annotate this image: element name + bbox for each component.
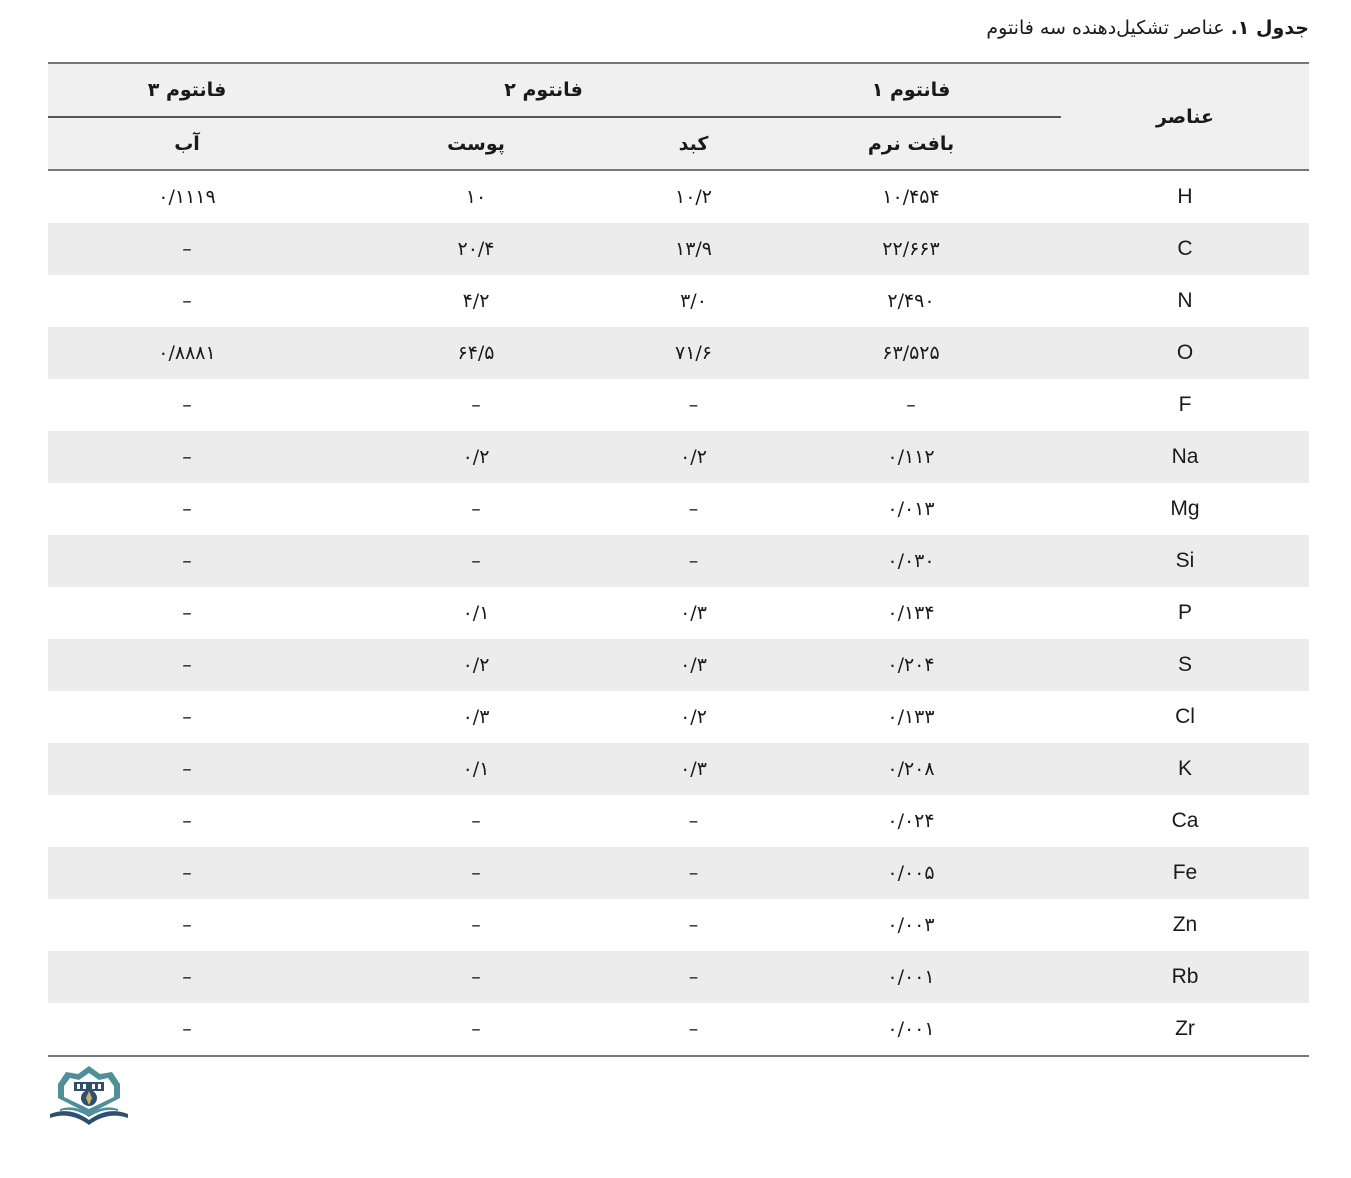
- element-symbol-cell: Zn: [1061, 899, 1309, 951]
- table-row: [48, 275, 1309, 327]
- table-row: [48, 795, 1309, 847]
- soft-tissue-value-cell: –: [761, 379, 1061, 431]
- table-row: [48, 899, 1309, 951]
- table-row: [48, 535, 1309, 587]
- water-value-cell: ۰/۱۱۱۹: [48, 170, 326, 223]
- water-value-cell: –: [48, 847, 326, 899]
- table-row: [48, 639, 1309, 691]
- header-row-groups: [48, 63, 1309, 117]
- skin-value-cell: ۶۴/۵: [326, 327, 626, 379]
- element-symbol-cell: P: [1061, 587, 1309, 639]
- liver-value-cell: –: [626, 535, 761, 587]
- soft-tissue-value-cell: ۰/۲۰۴: [761, 639, 1061, 691]
- group-header-phantom-3: فانتوم ۳: [48, 63, 326, 117]
- skin-value-cell: –: [326, 535, 626, 587]
- soft-tissue-value-cell: ۰/۱۳۴: [761, 587, 1061, 639]
- table-row: [48, 1003, 1309, 1056]
- element-symbol-cell: H: [1061, 170, 1309, 223]
- table-row: [48, 587, 1309, 639]
- soft-tissue-value-cell: ۰/۰۳۰: [761, 535, 1061, 587]
- water-value-cell: –: [48, 223, 326, 275]
- skin-value-cell: –: [326, 379, 626, 431]
- liver-value-cell: –: [626, 795, 761, 847]
- skin-value-cell: ۰/۱: [326, 587, 626, 639]
- element-symbol-cell: Cl: [1061, 691, 1309, 743]
- liver-value-cell: –: [626, 951, 761, 1003]
- table-body: [48, 170, 1309, 1056]
- liver-value-cell: ۳/۰: [626, 275, 761, 327]
- element-symbol-cell: Zr: [1061, 1003, 1309, 1056]
- caption-text: عناصر تشکیل‌دهنده سه فانتوم: [986, 17, 1225, 39]
- water-value-cell: –: [48, 899, 326, 951]
- liver-value-cell: ۰/۲: [626, 431, 761, 483]
- water-value-cell: –: [48, 275, 326, 327]
- soft-tissue-value-cell: ۰/۰۰۱: [761, 1003, 1061, 1056]
- element-symbol-cell: C: [1061, 223, 1309, 275]
- soft-tissue-value-cell: ۰/۲۰۸: [761, 743, 1061, 795]
- skin-value-cell: ۰/۲: [326, 639, 626, 691]
- soft-tissue-value-cell: ۱۰/۴۵۴: [761, 170, 1061, 223]
- soft-tissue-value-cell: ۰/۰۰۵: [761, 847, 1061, 899]
- water-value-cell: –: [48, 795, 326, 847]
- water-value-cell: –: [48, 587, 326, 639]
- elements-column-header: عناصر: [1061, 63, 1309, 170]
- skin-value-cell: ۰/۱: [326, 743, 626, 795]
- table-row: [48, 431, 1309, 483]
- liver-value-cell: ۰/۳: [626, 587, 761, 639]
- university-emblem-icon: [48, 1064, 130, 1126]
- skin-value-cell: –: [326, 1003, 626, 1056]
- table-row: [48, 223, 1309, 275]
- liver-value-cell: –: [626, 847, 761, 899]
- table-row: [48, 847, 1309, 899]
- liver-value-cell: ۰/۲: [626, 691, 761, 743]
- group-header-phantom-2: فانتوم ۲: [326, 63, 761, 117]
- skin-value-cell: –: [326, 951, 626, 1003]
- element-symbol-cell: Mg: [1061, 483, 1309, 535]
- skin-value-cell: ۰/۲: [326, 431, 626, 483]
- element-symbol-cell: Fe: [1061, 847, 1309, 899]
- table-row: [48, 743, 1309, 795]
- subheader-water: آب: [48, 117, 326, 170]
- water-value-cell: –: [48, 535, 326, 587]
- element-symbol-cell: S: [1061, 639, 1309, 691]
- skin-value-cell: ۲۰/۴: [326, 223, 626, 275]
- water-value-cell: –: [48, 951, 326, 1003]
- water-value-cell: –: [48, 431, 326, 483]
- table-row: [48, 170, 1309, 223]
- table-row: [48, 327, 1309, 379]
- skin-value-cell: ۰/۳: [326, 691, 626, 743]
- elements-table-container: [48, 62, 1309, 1057]
- caption-label: جدول ۱.: [1230, 17, 1309, 39]
- liver-value-cell: ۱۰/۲: [626, 170, 761, 223]
- soft-tissue-value-cell: ۰/۰۰۳: [761, 899, 1061, 951]
- water-value-cell: –: [48, 483, 326, 535]
- soft-tissue-value-cell: ۲۲/۶۶۳: [761, 223, 1061, 275]
- soft-tissue-value-cell: ۰/۱۱۲: [761, 431, 1061, 483]
- group-header-phantom-1: فانتوم ۱: [761, 63, 1061, 117]
- water-value-cell: –: [48, 639, 326, 691]
- table-row: [48, 951, 1309, 1003]
- soft-tissue-value-cell: ۰/۰۱۳: [761, 483, 1061, 535]
- skin-value-cell: –: [326, 795, 626, 847]
- liver-value-cell: ۱۳/۹: [626, 223, 761, 275]
- liver-value-cell: –: [626, 1003, 761, 1056]
- water-value-cell: –: [48, 379, 326, 431]
- liver-value-cell: ۷۱/۶: [626, 327, 761, 379]
- element-symbol-cell: Rb: [1061, 951, 1309, 1003]
- liver-value-cell: –: [626, 483, 761, 535]
- subheader-soft-tissue: بافت نرم: [761, 117, 1061, 170]
- soft-tissue-value-cell: ۶۳/۵۲۵: [761, 327, 1061, 379]
- element-symbol-cell: K: [1061, 743, 1309, 795]
- liver-value-cell: ۰/۳: [626, 743, 761, 795]
- table-caption: [986, 14, 1309, 42]
- water-value-cell: –: [48, 1003, 326, 1056]
- skin-value-cell: –: [326, 899, 626, 951]
- table-row: [48, 379, 1309, 431]
- element-symbol-cell: Si: [1061, 535, 1309, 587]
- elements-table: [48, 62, 1309, 1057]
- water-value-cell: –: [48, 743, 326, 795]
- skin-value-cell: –: [326, 483, 626, 535]
- soft-tissue-value-cell: ۰/۱۳۳: [761, 691, 1061, 743]
- table-row: [48, 691, 1309, 743]
- liver-value-cell: –: [626, 379, 761, 431]
- element-symbol-cell: N: [1061, 275, 1309, 327]
- liver-value-cell: –: [626, 899, 761, 951]
- table-header: [48, 63, 1309, 170]
- element-symbol-cell: Na: [1061, 431, 1309, 483]
- soft-tissue-value-cell: ۰/۰۲۴: [761, 795, 1061, 847]
- element-symbol-cell: Ca: [1061, 795, 1309, 847]
- water-value-cell: ۰/۸۸۸۱: [48, 327, 326, 379]
- table-row: [48, 483, 1309, 535]
- soft-tissue-value-cell: ۲/۴۹۰: [761, 275, 1061, 327]
- skin-value-cell: ۴/۲: [326, 275, 626, 327]
- element-symbol-cell: O: [1061, 327, 1309, 379]
- subheader-skin: پوست: [326, 117, 626, 170]
- water-value-cell: –: [48, 691, 326, 743]
- subheader-liver: کبد: [626, 117, 761, 170]
- skin-value-cell: ۱۰: [326, 170, 626, 223]
- skin-value-cell: –: [326, 847, 626, 899]
- liver-value-cell: ۰/۳: [626, 639, 761, 691]
- soft-tissue-value-cell: ۰/۰۰۱: [761, 951, 1061, 1003]
- element-symbol-cell: F: [1061, 379, 1309, 431]
